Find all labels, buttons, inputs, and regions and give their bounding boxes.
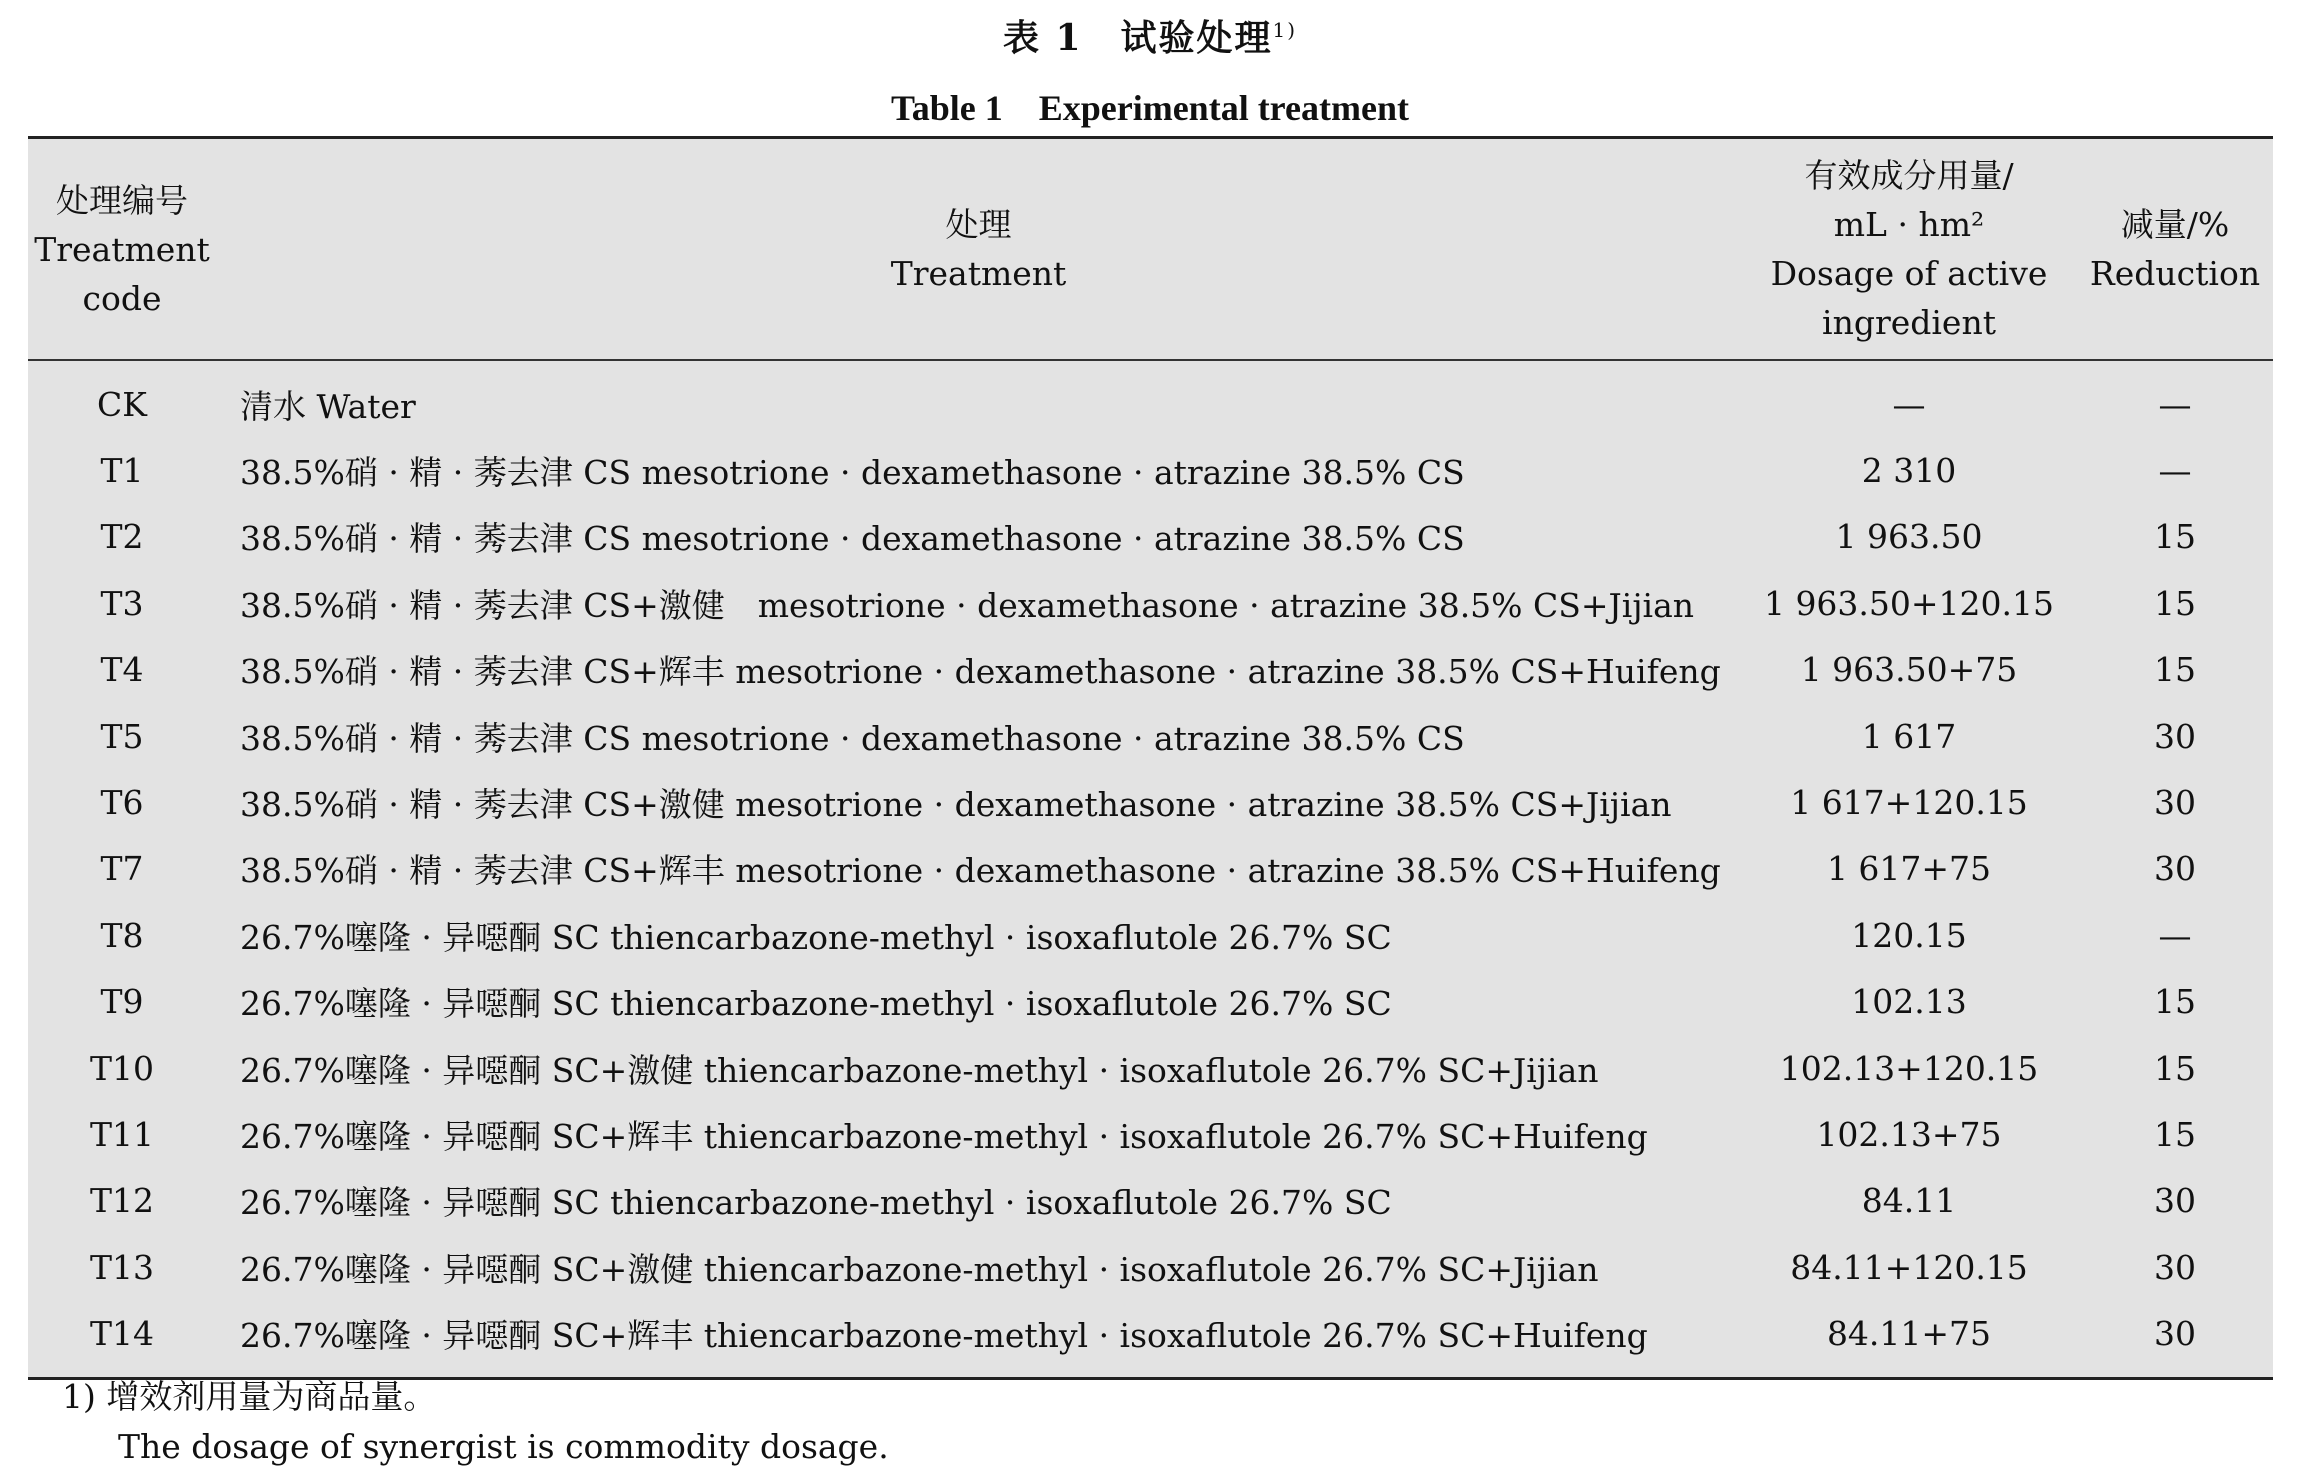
table-row bbox=[28, 1035, 2273, 1101]
header-treatment-code bbox=[28, 139, 216, 360]
cell-dosage: 84.11 bbox=[1861, 1181, 1957, 1221]
cell-reduction: 15 bbox=[2154, 1114, 2196, 1154]
cell-treatment-code: T11 bbox=[89, 1114, 154, 1154]
cell-treatment-code: T4 bbox=[100, 650, 144, 690]
cell-treatment: 38.5%硝 · 精 · 莠去津 CS+辉丰 mesotrione · dexamethasone · atrazine 38.5% CS+Huifeng bbox=[240, 652, 1721, 692]
header-line: ingredient bbox=[1822, 303, 1996, 342]
table-row bbox=[28, 836, 2273, 902]
cell-treatment: 38.5%硝 · 精 · 莠去津 CS+辉丰 mesotrione · dexamethasone · atrazine 38.5% CS+Huifeng bbox=[240, 851, 1721, 891]
cell-treatment-code: CK bbox=[97, 384, 147, 424]
table-row bbox=[28, 1234, 2273, 1300]
cell-dosage: 1 617+120.15 bbox=[1790, 783, 2028, 823]
table-header bbox=[28, 139, 2273, 360]
table-row bbox=[28, 570, 2273, 636]
cell-reduction: — bbox=[2158, 915, 2192, 955]
cell-treatment: 38.5%硝 · 精 · 莠去津 CS+激健 mesotrione · dexamethasone · atrazine 38.5% CS+Jijian bbox=[240, 585, 1695, 625]
cell-reduction: — bbox=[2158, 451, 2192, 491]
header-reduction bbox=[2077, 139, 2273, 360]
cell-reduction: 30 bbox=[2154, 783, 2196, 823]
caption-cn-text: 表 1 试验处理 bbox=[1002, 17, 1273, 59]
table-caption-cn bbox=[0, 10, 2300, 61]
header-line: Treatment bbox=[890, 254, 1067, 293]
table-row bbox=[28, 703, 2273, 769]
header-line: code bbox=[82, 278, 162, 318]
cell-reduction: 15 bbox=[2154, 1048, 2196, 1088]
cell-treatment-code: T2 bbox=[100, 517, 144, 557]
cell-reduction: 15 bbox=[2154, 650, 2196, 690]
cell-reduction: — bbox=[2158, 384, 2192, 424]
cell-reduction: 30 bbox=[2154, 1314, 2196, 1354]
header-dosage bbox=[1741, 139, 2077, 360]
header-line: mL · hm² bbox=[1833, 205, 1985, 244]
cell-treatment: 38.5%硝 · 精 · 莠去津 CS mesotrione · dexamethasone · atrazine 38.5% CS bbox=[240, 718, 1465, 758]
cell-dosage: 102.13+120.15 bbox=[1779, 1048, 2039, 1088]
cell-treatment: 26.7%噻隆 · 异噁酮 SC thiencarbazone-methyl · isoxaflutole 26.7% SC bbox=[240, 917, 1392, 957]
cell-treatment-code: T12 bbox=[89, 1181, 154, 1221]
cell-treatment: 26.7%噻隆 · 异噁酮 SC+激健 thiencarbazone-methyl · isoxaflutole 26.7% SC+Jijian bbox=[240, 1050, 1599, 1090]
cell-treatment-code: T10 bbox=[89, 1048, 154, 1088]
cell-treatment: 38.5%硝 · 精 · 莠去津 CS mesotrione · dexamethasone · atrazine 38.5% CS bbox=[240, 453, 1465, 493]
cell-dosage: 1 617+75 bbox=[1826, 849, 1992, 889]
table-row bbox=[28, 969, 2273, 1035]
cell-dosage: 1 963.50+120.15 bbox=[1763, 583, 2055, 623]
header-line: 有效成分用量/ bbox=[1804, 156, 2014, 195]
table-row bbox=[28, 437, 2273, 503]
cell-reduction: 15 bbox=[2154, 517, 2196, 557]
cell-dosage: 1 963.50+75 bbox=[1800, 650, 2018, 690]
cell-treatment-code: T14 bbox=[89, 1314, 154, 1354]
cell-treatment-code: T13 bbox=[89, 1247, 154, 1287]
cell-reduction: 30 bbox=[2154, 849, 2196, 889]
caption-footnote-mark: 1) bbox=[1272, 18, 1298, 42]
header-row bbox=[28, 139, 2273, 360]
cell-reduction: 30 bbox=[2154, 716, 2196, 756]
cell-treatment-code: T6 bbox=[100, 783, 144, 823]
table-body bbox=[28, 360, 2273, 1377]
cell-reduction: 30 bbox=[2154, 1181, 2196, 1221]
cell-treatment-code: T9 bbox=[100, 982, 144, 1022]
cell-treatment-code: T3 bbox=[100, 583, 144, 623]
cell-treatment: 38.5%硝 · 精 · 莠去津 CS+激健 mesotrione · dexamethasone · atrazine 38.5% CS+Jijian bbox=[240, 785, 1672, 825]
header-treatment bbox=[216, 139, 1741, 360]
cell-dosage: 2 310 bbox=[1861, 451, 1957, 491]
cell-treatment: 38.5%硝 · 精 · 莠去津 CS mesotrione · dexamethasone · atrazine 38.5% CS bbox=[240, 519, 1465, 559]
footnote-cn: 1) 增效剂用量为商品量。 bbox=[62, 1377, 437, 1416]
cell-dosage: 1 963.50 bbox=[1835, 517, 1983, 557]
header-line: 处理 bbox=[945, 205, 1012, 244]
table-caption-en: Table 1 Experimental treatment bbox=[891, 88, 1409, 128]
header-line: 处理编号 bbox=[56, 180, 188, 220]
table-row bbox=[28, 504, 2273, 570]
footnote-en: The dosage of synergist is commodity dosage. bbox=[118, 1427, 889, 1466]
cell-dosage: 84.11+120.15 bbox=[1790, 1247, 2028, 1287]
header-line: 减量/% bbox=[2120, 205, 2230, 244]
cell-dosage: 1 617 bbox=[1861, 716, 1957, 756]
cell-treatment: 清水 Water bbox=[240, 386, 416, 426]
cell-treatment-code: T8 bbox=[100, 915, 144, 955]
cell-treatment-code: T5 bbox=[100, 716, 144, 756]
table-row bbox=[28, 1300, 2273, 1376]
cell-dosage: 120.15 bbox=[1851, 915, 1967, 955]
cell-treatment-code: T1 bbox=[100, 451, 144, 491]
cell-dosage: — bbox=[1892, 384, 1926, 424]
header-line: Dosage of active bbox=[1770, 254, 2048, 293]
table-row bbox=[28, 1101, 2273, 1167]
table-row bbox=[28, 637, 2273, 703]
cell-dosage: 102.13+75 bbox=[1816, 1114, 2002, 1154]
cell-dosage: 102.13 bbox=[1851, 982, 1967, 1022]
cell-treatment: 26.7%噻隆 · 异噁酮 SC thiencarbazone-methyl · isoxaflutole 26.7% SC bbox=[240, 1183, 1392, 1223]
cell-reduction: 15 bbox=[2154, 982, 2196, 1022]
cell-treatment-code: T7 bbox=[100, 849, 144, 889]
cell-dosage: 84.11+75 bbox=[1826, 1314, 1992, 1354]
table-footnote bbox=[62, 1372, 889, 1472]
table-row bbox=[28, 902, 2273, 968]
cell-treatment: 26.7%噻隆 · 异噁酮 SC thiencarbazone-methyl · isoxaflutole 26.7% SC bbox=[240, 984, 1392, 1024]
treatment-table-container bbox=[28, 136, 2273, 1380]
cell-reduction: 15 bbox=[2154, 583, 2196, 623]
cell-treatment: 26.7%噻隆 · 异噁酮 SC+激健 thiencarbazone-methyl · isoxaflutole 26.7% SC+Jijian bbox=[240, 1249, 1599, 1289]
treatment-table bbox=[28, 139, 2273, 1377]
cell-treatment: 26.7%噻隆 · 异噁酮 SC+辉丰 thiencarbazone-methyl · isoxaflutole 26.7% SC+Huifeng bbox=[240, 1116, 1648, 1156]
cell-reduction: 30 bbox=[2154, 1247, 2196, 1287]
table-row bbox=[28, 360, 2273, 437]
cell-treatment: 26.7%噻隆 · 异噁酮 SC+辉丰 thiencarbazone-methyl · isoxaflutole 26.7% SC+Huifeng bbox=[240, 1316, 1648, 1356]
table-row bbox=[28, 769, 2273, 835]
header-line: Reduction bbox=[2089, 254, 2261, 293]
table-row bbox=[28, 1168, 2273, 1234]
header-line: Treatment bbox=[34, 229, 210, 269]
